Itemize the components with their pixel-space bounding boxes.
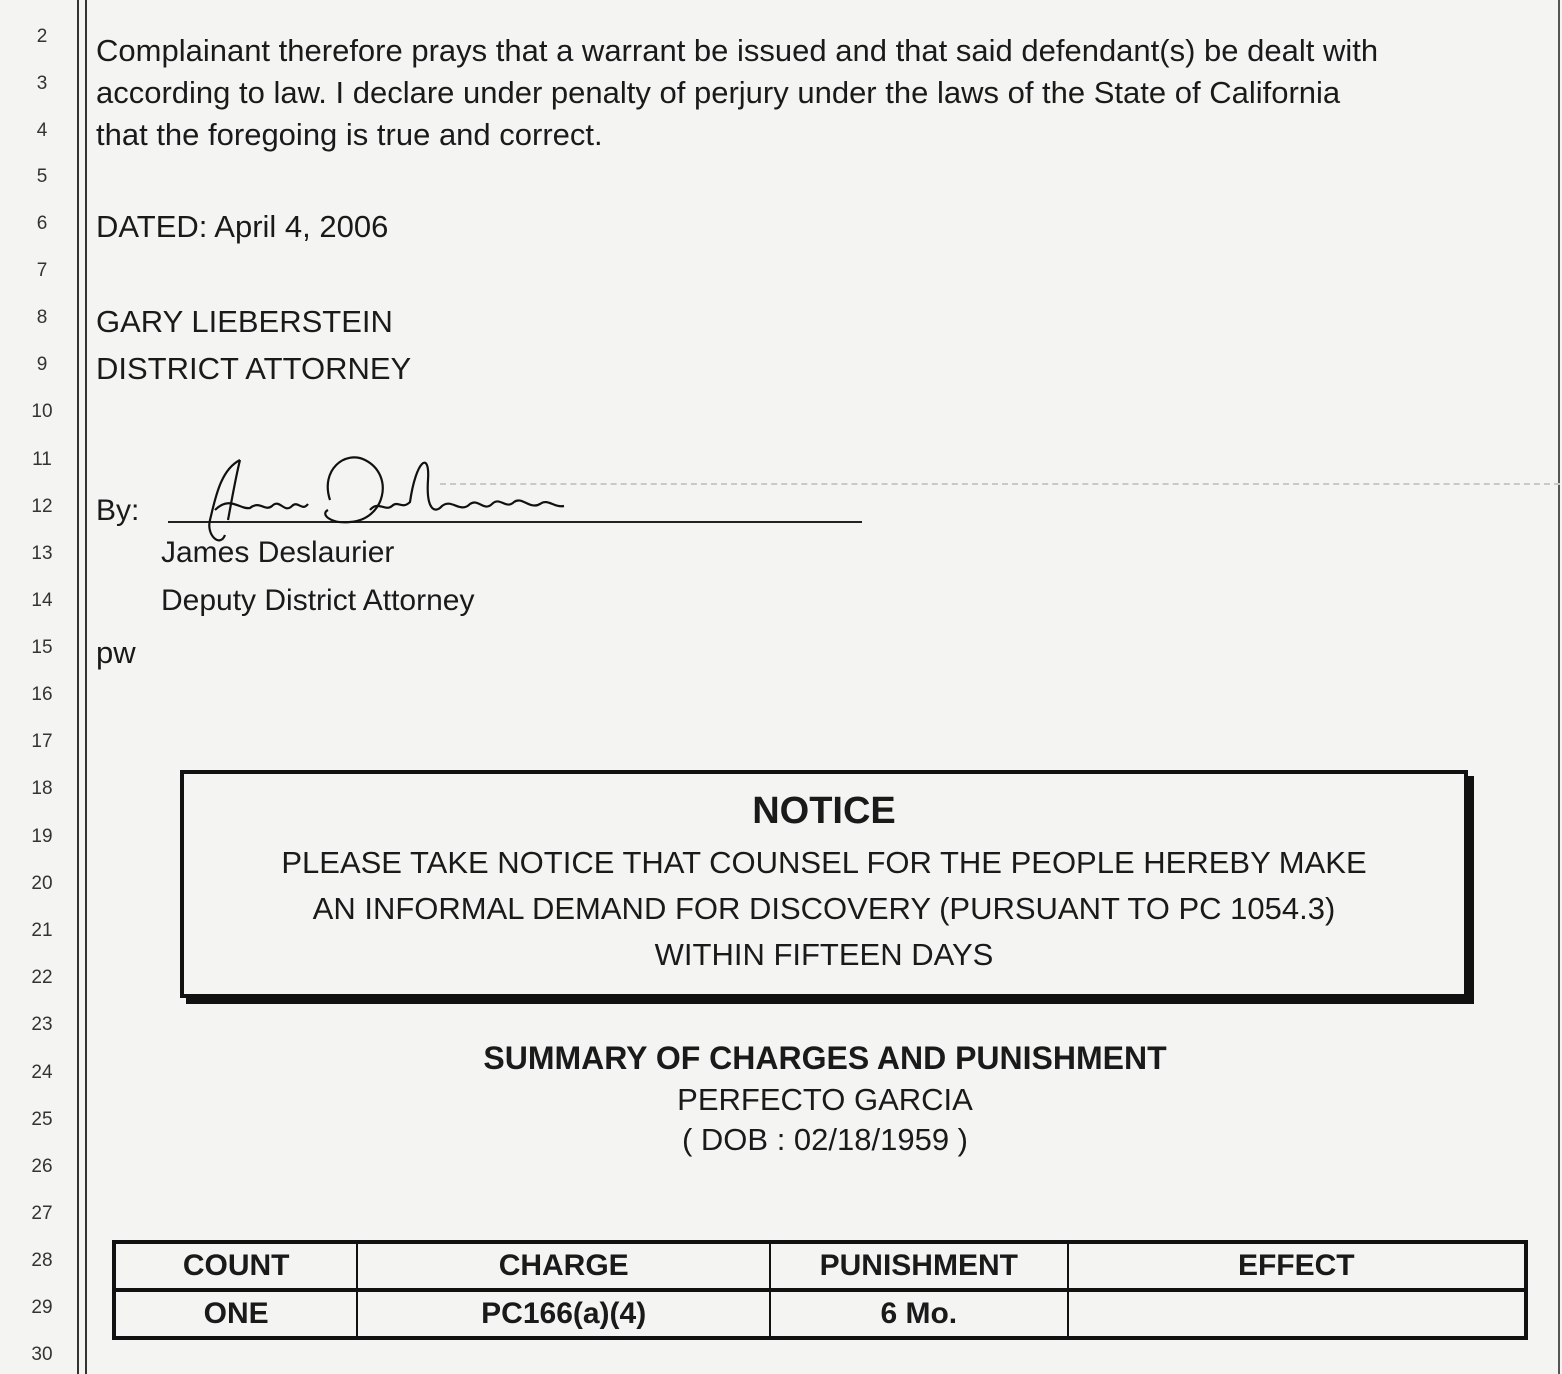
line-number: 9 xyxy=(36,354,48,375)
cell-count: ONE xyxy=(114,1290,357,1338)
declaration-line: according to law. I declare under penalty of perjury under the laws of the State of California xyxy=(96,75,1341,110)
office-title: DISTRICT ATTORNEY xyxy=(96,351,412,386)
line-number: 13 xyxy=(31,543,53,564)
handwritten-signature xyxy=(180,440,600,550)
line-number: 15 xyxy=(31,637,53,658)
line-number: 4 xyxy=(36,120,48,141)
signer-name: James Deslaurier xyxy=(161,536,395,569)
line-number: 29 xyxy=(31,1297,53,1318)
line-number: 25 xyxy=(31,1109,53,1130)
declaration-line: Complainant therefore prays that a warrant be issued and that said defendant(s) be dealt with xyxy=(96,33,1379,68)
line-number: 11 xyxy=(32,449,52,470)
line-number: 10 xyxy=(31,401,53,422)
column-header-count: COUNT xyxy=(114,1242,357,1290)
typist-initials: pw xyxy=(96,635,136,670)
line-number: 3 xyxy=(36,73,48,94)
notice-line: WITHIN FIFTEEN DAYS xyxy=(654,937,994,972)
notice-body xyxy=(184,840,1464,978)
table-header-row xyxy=(114,1242,1526,1290)
gutter-rule-outer xyxy=(77,0,79,1374)
office-holder-name: GARY LIEBERSTEIN xyxy=(96,304,393,339)
signer-title: Deputy District Attorney xyxy=(161,584,475,617)
line-number: 6 xyxy=(36,213,48,234)
line-number: 22 xyxy=(31,967,53,988)
page-right-edge xyxy=(1558,0,1560,1374)
line-number: 19 xyxy=(31,826,53,847)
dated-line: DATED: April 4, 2006 xyxy=(96,209,389,244)
line-number: 23 xyxy=(31,1014,53,1035)
line-number: 27 xyxy=(31,1203,53,1224)
line-number: 5 xyxy=(36,166,48,187)
line-number: 26 xyxy=(31,1156,53,1177)
gutter-rule-inner xyxy=(85,0,87,1374)
scan-artifact-dashes xyxy=(440,483,1560,485)
notice-line: AN INFORMAL DEMAND FOR DISCOVERY (PURSUANT TO PC 1054.3) xyxy=(312,891,1336,926)
line-number: 8 xyxy=(36,307,48,328)
line-number: 7 xyxy=(36,260,48,281)
by-label: By: xyxy=(96,494,140,527)
line-number: 17 xyxy=(31,731,53,752)
line-number: 16 xyxy=(31,684,53,705)
line-number: 18 xyxy=(31,778,53,799)
column-header-punishment: PUNISHMENT xyxy=(770,1242,1068,1290)
line-number: 24 xyxy=(31,1062,53,1083)
declaration-line: that the foregoing is true and correct. xyxy=(96,117,603,152)
line-number: 28 xyxy=(31,1250,53,1271)
line-number: 2 xyxy=(36,26,48,47)
line-number: 14 xyxy=(31,590,53,611)
column-header-charge: CHARGE xyxy=(357,1242,770,1290)
notice-title: NOTICE xyxy=(752,790,896,832)
summary-title: SUMMARY OF CHARGES AND PUNISHMENT xyxy=(483,1040,1167,1076)
defendant-dob: ( DOB : 02/18/1959 ) xyxy=(681,1122,969,1157)
cell-charge: PC166(a)(4) xyxy=(357,1290,770,1338)
line-number: 21 xyxy=(31,920,53,941)
notice-line: PLEASE TAKE NOTICE THAT COUNSEL FOR THE PEOPLE HEREBY MAKE xyxy=(281,845,1367,880)
table-row xyxy=(114,1290,1526,1338)
line-number: 20 xyxy=(31,873,53,894)
line-number: 12 xyxy=(31,496,53,517)
line-number: 30 xyxy=(31,1344,53,1365)
column-header-effect: EFFECT xyxy=(1068,1242,1526,1290)
charges-table xyxy=(112,1240,1528,1340)
cell-effect xyxy=(1068,1290,1526,1338)
defendant-name: PERFECTO GARCIA xyxy=(677,1082,973,1117)
discovery-notice-box xyxy=(180,770,1468,998)
cell-punishment: 6 Mo. xyxy=(770,1290,1068,1338)
